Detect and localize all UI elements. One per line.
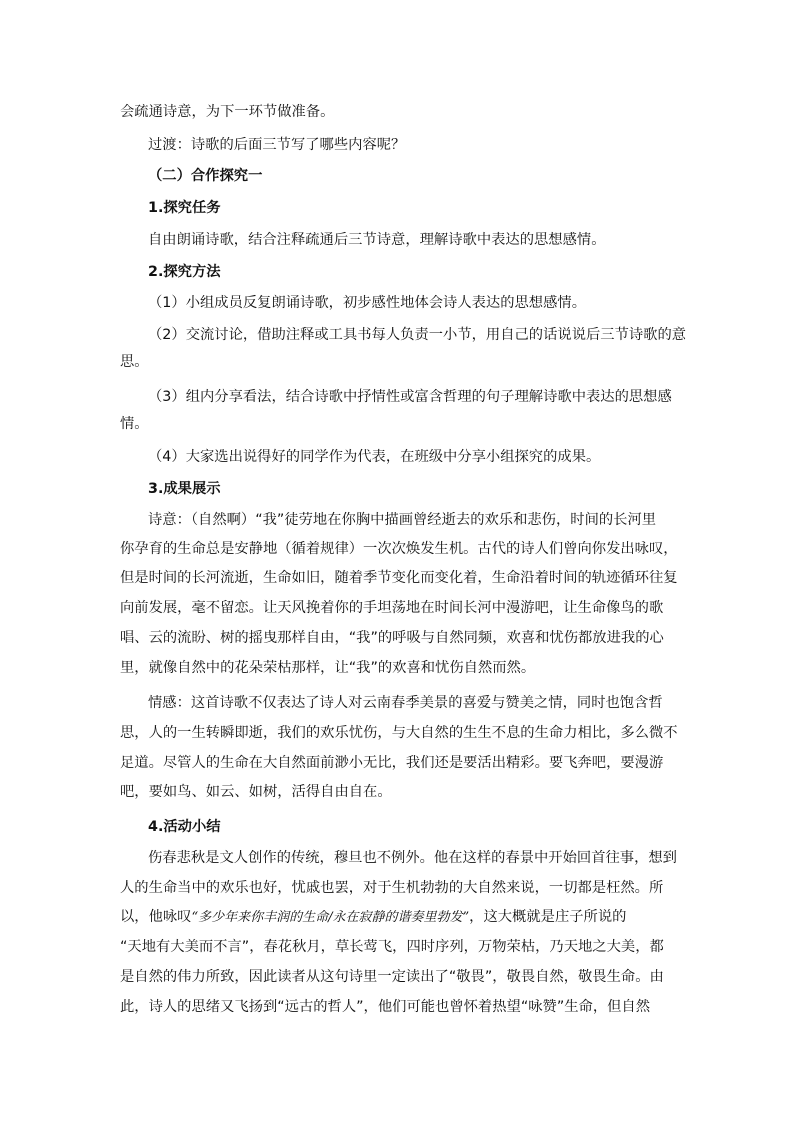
paragraph-line: “天地有大美而不言”，春花秋月，草长莺飞，四时序列，万物荣枯，乃天地之大美，都 bbox=[120, 939, 664, 955]
paragraph-line: 此，诗人的思绪又飞扬到“远古的哲人”，他们可能也曾怀着热望“咏赞”生命，但自然 bbox=[120, 999, 651, 1015]
paragraph-line: 唱、云的流盼、树的摇曳那样自由，“我”的呼吸与自然同频，欢喜和忧伤都放进我的心 bbox=[120, 630, 664, 646]
paragraph-line bbox=[120, 907, 626, 928]
paragraph-line: （4）大家选出说得好的同学作为代表，在班级中分享小组探究的成果。 bbox=[148, 449, 601, 465]
paragraph-line: （3）组内分享看法，结合诗歌中抒情性或富含哲理的句子理解诗歌中表达的思想感 bbox=[148, 389, 672, 405]
paragraph-line: 会疏通诗意，为下一环节做准备。 bbox=[120, 104, 335, 120]
subsection-heading: 4.活动小结 bbox=[148, 819, 221, 835]
paragraph-line: 是自然的伟力所致，因此读者从这句诗里一定读出了“敬畏”，敬畏自然，敬畏生命。由 bbox=[120, 969, 664, 985]
paragraph-text: ，这大概就是庄子所说的 bbox=[469, 909, 627, 925]
subsection-heading: 3.成果展示 bbox=[148, 481, 221, 497]
subsection-heading: 2.探究方法 bbox=[148, 264, 221, 280]
paragraph-line: 吧，要如鸟、如云、如树，活得自由自在。 bbox=[120, 784, 392, 800]
section-heading: （二）合作探究一 bbox=[148, 168, 263, 184]
paragraph-line: 情感：这首诗歌不仅表达了诗人对云南春季美景的喜爱与赞美之情，同时也饱含哲 bbox=[148, 695, 663, 711]
paragraph-line: 向前发展，毫不留恋。让天风挽着你的手坦荡地在时间长河中漫游吧，让生命像鸟的歌 bbox=[120, 600, 664, 616]
paragraph-line: 情。 bbox=[120, 416, 149, 432]
paragraph-line: 诗意：（自然啊）“我”徒劳地在你胸中描画曾经逝去的欢乐和悲伤，时间的长河里 bbox=[148, 512, 657, 528]
paragraph-line: 但是时间的长河流逝，生命如旧，随着季节变化而变化着，生命沿着时间的轨迹循环往复 bbox=[120, 570, 678, 586]
paragraph-line: 思，人的一生转瞬即逝，我们的欢乐忧伤，与大自然的生生不息的生命力相比，多么微不 bbox=[120, 725, 678, 741]
subsection-heading: 1.探究任务 bbox=[148, 200, 221, 216]
paragraph-line: 伤春悲秋是文人创作的传统，穆旦也不例外。他在这样的春景中开始回首往事，想到 bbox=[148, 850, 677, 866]
paragraph-line: 里，就像自然中的花朵荣枯那样，让“我”的欢喜和忧伤自然而然。 bbox=[120, 660, 536, 676]
paragraph-line: 你孕育的生命总是安静地（循着规律）一次次焕发生机。古代的诗人们曾向你发出咏叹， bbox=[120, 541, 678, 557]
paragraph-line: 人的生命当中的欢乐也好，忧戚也罢，对于生机勃勃的大自然来说，一切都是枉然。所 bbox=[120, 880, 664, 896]
paragraph-line: 思。 bbox=[120, 354, 149, 370]
paragraph-line: 自由朗诵诗歌，结合注释疏通后三节诗意，理解诗歌中表达的思想感情。 bbox=[148, 232, 606, 248]
paragraph-text: 以，他咏叹 bbox=[120, 909, 192, 925]
paragraph-line: 过渡：诗歌的后面三节写了哪些内容呢？ bbox=[148, 137, 406, 153]
poem-quote: “多少年来你丰润的生命/永在寂静的谐奏里勃发” bbox=[191, 910, 470, 925]
paragraph-line: 足道。尽管人的生命在大自然面前渺小无比，我们还是要活出精彩。要飞奔吧，要漫游 bbox=[120, 755, 664, 771]
paragraph-line: （2）交流讨论，借助注释或工具书每人负责一小节，用自己的话说说后三节诗歌的意 bbox=[148, 327, 687, 343]
paragraph-line: （1）小组成员反复朗诵诗歌，初步感性地体会诗人表达的思想感情。 bbox=[148, 295, 586, 311]
